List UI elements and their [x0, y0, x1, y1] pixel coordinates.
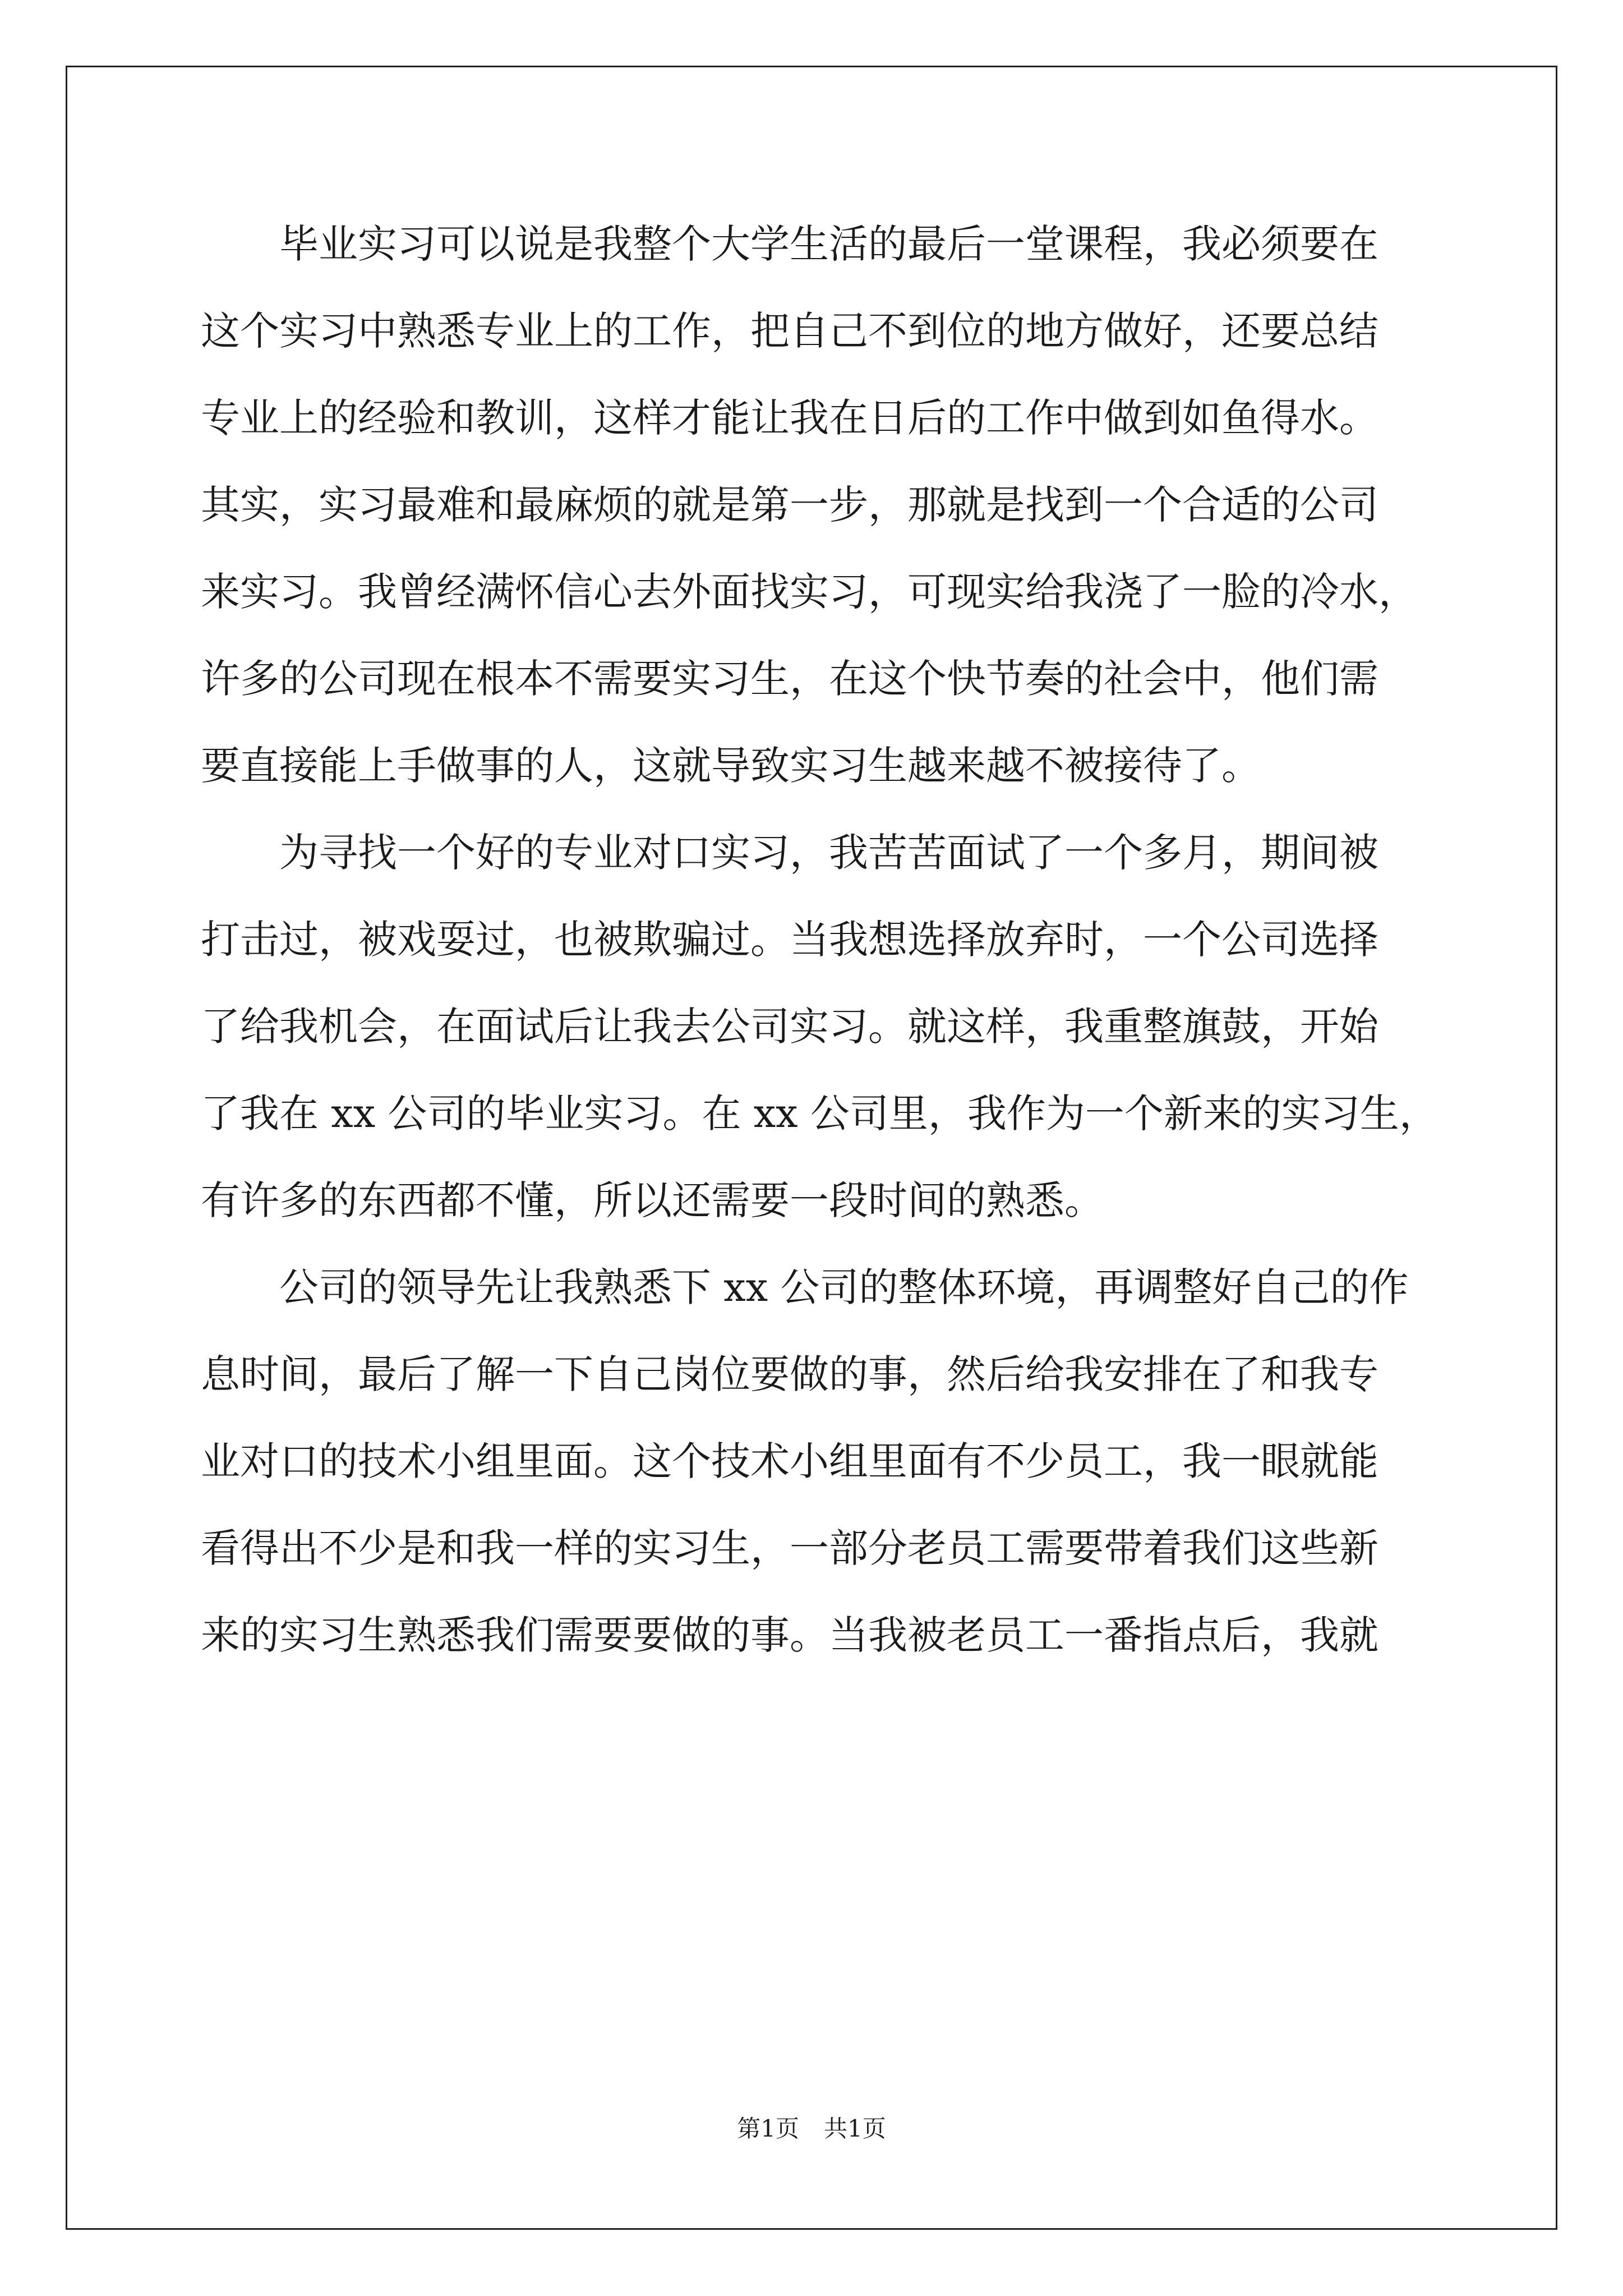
text-line: 这个实习中熟悉专业上的工作，把自己不到位的地方做好，还要总结: [201, 308, 1378, 354]
text-line: 看得出不少是和我一样的实习生，一部分老员工需要带着我们这些新: [201, 1525, 1378, 1571]
page-total: 共1页: [824, 2115, 886, 2142]
text-line: 业对口的技术小组里面。这个技术小组里面有不少员工，我一眼就能: [201, 1438, 1378, 1484]
text-line: 公司的领导先让我熟悉下 xx 公司的整体环境，再调整好自己的作: [279, 1264, 1409, 1310]
text-line: 有许多的东西都不懂，所以还需要一段时间的熟悉。: [201, 1177, 1104, 1223]
text-line: 打击过，被戏耍过，也被欺骗过。当我想选择放弃时，一个公司选择: [201, 917, 1378, 963]
text-line: 许多的公司现在根本不需要实习生，在这个快节奏的社会中，他们需: [201, 656, 1378, 702]
page-number: 第1页: [737, 2115, 799, 2142]
text-line: 毕业实习可以说是我整个大学生活的最后一堂课程，我必须要在: [279, 221, 1378, 267]
text-line: 了给我机会，在面试后让我去公司实习。就这样，我重整旗鼓，开始: [201, 1004, 1378, 1050]
text-line: 其实，实习最难和最麻烦的就是第一步，那就是找到一个合适的公司: [201, 482, 1378, 528]
text-line: 来的实习生熟悉我们需要要做的事。当我被老员工一番指点后，我就: [201, 1612, 1378, 1658]
text-line: 来实习。我曾经满怀信心去外面找实习，可现实给我浇了一脸的冷水，: [201, 569, 1418, 615]
text-line: 为寻找一个好的专业对口实习，我苦苦面试了一个多月，期间被: [279, 830, 1378, 876]
text-line: 了我在 xx 公司的毕业实习。在 xx 公司里，我作为一个新来的实习生，: [201, 1091, 1438, 1137]
text-line: 息时间，最后了解一下自己岗位要做的事，然后给我安排在了和我专: [201, 1351, 1378, 1397]
text-line: 专业上的经验和教训，这样才能让我在日后的工作中做到如鱼得水。: [201, 395, 1378, 441]
text-line: 要直接能上手做事的人，这就导致实习生越来越不被接待了。: [201, 743, 1261, 789]
page-footer: [0, 2112, 1623, 2146]
